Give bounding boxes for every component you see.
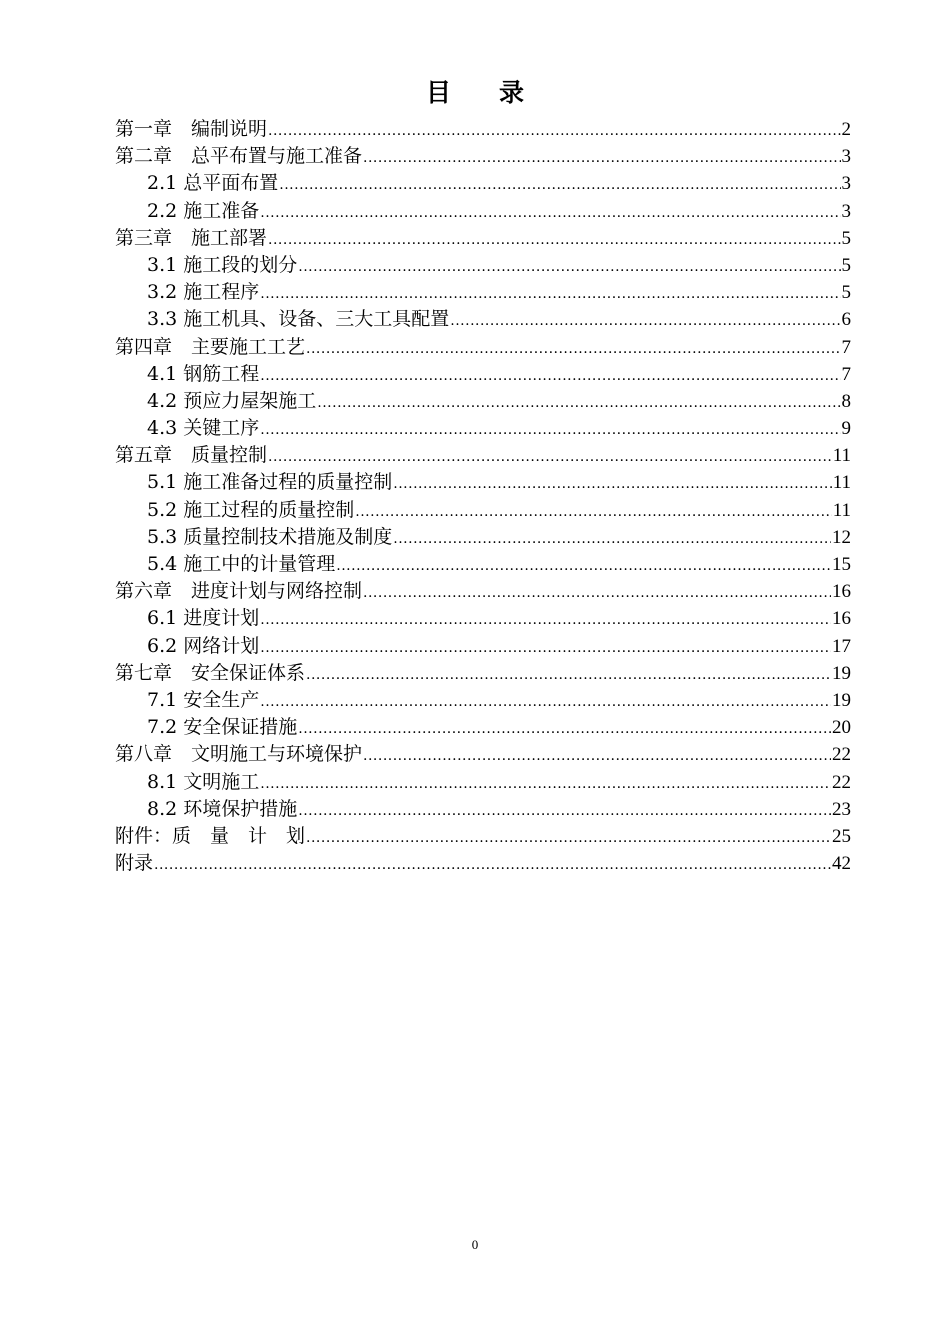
toc-entry-label: 5.2 施工过程的质量控制 xyxy=(147,498,355,521)
toc-entry-label: 5.1 施工准备过程的质量控制 xyxy=(147,471,393,494)
toc-entry[interactable] xyxy=(115,361,851,388)
toc-entry-page-number: 3 xyxy=(841,146,851,168)
toc-entry[interactable] xyxy=(115,116,851,143)
toc-entry[interactable] xyxy=(115,551,851,578)
toc-dot-leader xyxy=(268,444,832,471)
toc-entry[interactable] xyxy=(115,660,851,687)
toc-entry-page-number: 42 xyxy=(832,853,851,875)
toc-entry[interactable] xyxy=(115,388,851,415)
toc-entry-label: 2.1 总平面布置 xyxy=(147,172,279,195)
toc-entry[interactable] xyxy=(115,633,851,660)
toc-entry-page-number: 3 xyxy=(841,200,851,222)
toc-entry-page-number: 3 xyxy=(841,173,851,195)
toc-entry-page-number: 20 xyxy=(832,717,851,739)
toc-entry-label: 第四章 主要施工工艺 xyxy=(115,335,306,358)
toc-entry-label: 第六章 进度计划与网络控制 xyxy=(115,580,363,603)
toc-dot-leader xyxy=(336,553,831,580)
toc-entry-label: 2.2 施工准备 xyxy=(147,199,260,222)
toc-entry-label: 3.1 施工段的划分 xyxy=(147,253,298,276)
toc-entry[interactable] xyxy=(115,578,851,605)
toc-entry-page-number: 11 xyxy=(832,472,851,494)
toc-entry-label: 8.1 文明施工 xyxy=(147,770,260,793)
toc-dot-leader xyxy=(393,471,831,498)
toc-entry-label: 附件：质 量 计 划 xyxy=(115,824,306,847)
toc-entry[interactable] xyxy=(115,170,851,197)
toc-dot-leader xyxy=(260,417,840,444)
toc-entry-page-number: 16 xyxy=(832,581,851,603)
footer-page-number: 0 xyxy=(471,1237,479,1252)
toc-entry-page-number: 25 xyxy=(832,825,851,847)
toc-dot-leader xyxy=(260,771,831,798)
toc-entry-label: 8.2 环境保护措施 xyxy=(147,797,298,820)
toc-entry-page-number: 22 xyxy=(832,744,851,766)
toc-entry-page-number: 19 xyxy=(832,689,851,711)
page-title xyxy=(0,76,950,110)
toc-entry-page-number: 11 xyxy=(832,445,851,467)
toc-dot-leader xyxy=(355,499,831,526)
toc-entry[interactable] xyxy=(115,497,851,524)
toc-entry-page-number: 5 xyxy=(841,282,851,304)
toc-entry-label: 第八章 文明施工与环境保护 xyxy=(115,743,363,766)
toc-entry-label: 7.1 安全生产 xyxy=(147,688,260,711)
toc-entry-page-number: 23 xyxy=(832,798,851,820)
toc-entry[interactable] xyxy=(115,687,851,714)
toc-dot-leader xyxy=(154,852,831,879)
toc-entry[interactable] xyxy=(115,143,851,170)
toc-entry[interactable] xyxy=(115,252,851,279)
toc-entry-label: 3.3 施工机具、设备、三大工具配置 xyxy=(147,308,450,331)
toc-entry-label: 6.1 进度计划 xyxy=(147,607,260,630)
toc-entry[interactable] xyxy=(115,769,851,796)
toc-entry[interactable] xyxy=(115,415,851,442)
toc-entry-label: 第七章 安全保证体系 xyxy=(115,661,306,684)
toc-dot-leader xyxy=(363,145,840,172)
toc-entry-label: 第五章 质量控制 xyxy=(115,444,268,467)
toc-dot-leader xyxy=(298,254,840,281)
toc-dot-leader xyxy=(317,390,840,417)
toc-entry-label: 第一章 编制说明 xyxy=(115,118,268,140)
toc-entry[interactable] xyxy=(115,850,851,877)
toc-entry-label: 5.4 施工中的计量管理 xyxy=(147,553,336,575)
toc-entry[interactable] xyxy=(115,334,851,361)
toc-dot-leader xyxy=(260,281,840,308)
toc-entry-label: 附录 xyxy=(115,852,154,875)
toc-entry-label: 4.3 关键工序 xyxy=(147,417,260,440)
toc-entry-label: 4.1 钢筋工程 xyxy=(147,362,260,385)
toc-entry-page-number: 2 xyxy=(841,119,851,140)
toc-dot-leader xyxy=(298,716,831,743)
toc-entry-page-number: 8 xyxy=(841,390,851,412)
toc-dot-leader xyxy=(306,825,831,852)
toc-dot-leader xyxy=(260,200,840,227)
toc-entry-page-number: 6 xyxy=(841,309,851,331)
toc-dot-leader xyxy=(260,607,831,634)
toc-entry[interactable] xyxy=(115,225,851,252)
toc-entry[interactable] xyxy=(115,714,851,741)
toc-entry[interactable] xyxy=(115,605,851,632)
toc-entry[interactable] xyxy=(115,306,851,333)
toc-dot-leader xyxy=(306,662,831,689)
toc-entry-label: 第二章 总平布置与施工准备 xyxy=(115,145,363,168)
toc-entry-page-number: 5 xyxy=(841,227,851,249)
toc-dot-leader xyxy=(306,336,840,363)
toc-dot-leader xyxy=(260,689,831,716)
toc-entry-page-number: 11 xyxy=(832,499,851,521)
toc-entry[interactable] xyxy=(115,823,851,850)
toc-dot-leader xyxy=(363,580,831,607)
toc-entry-page-number: 7 xyxy=(841,363,851,385)
toc-entry[interactable] xyxy=(115,279,851,306)
toc-dot-leader xyxy=(450,308,840,335)
toc-entry[interactable] xyxy=(115,442,851,469)
toc-dot-leader xyxy=(363,743,831,770)
toc-entry-page-number: 15 xyxy=(832,554,851,575)
toc-entry-page-number: 19 xyxy=(832,662,851,684)
toc-entry[interactable] xyxy=(115,524,851,551)
title-char-2: 录 xyxy=(499,78,525,107)
toc-entry-label: 6.2 网络计划 xyxy=(147,634,260,657)
toc-entry[interactable] xyxy=(115,796,851,823)
toc-entry-page-number: 7 xyxy=(841,336,851,358)
toc-entry-page-number: 17 xyxy=(832,635,851,657)
toc-dot-leader xyxy=(260,363,840,390)
table-of-contents xyxy=(115,116,851,877)
toc-entry-label: 3.2 施工程序 xyxy=(147,281,260,304)
toc-entry[interactable] xyxy=(115,741,851,768)
toc-entry-page-number: 12 xyxy=(832,526,851,548)
toc-dot-leader xyxy=(260,635,831,662)
toc-entry-label: 4.2 预应力屋架施工 xyxy=(147,389,317,412)
toc-entry-page-number: 16 xyxy=(832,608,851,630)
title-char-1: 目 xyxy=(425,78,451,107)
toc-entry[interactable] xyxy=(115,469,851,496)
toc-entry-label: 7.2 安全保证措施 xyxy=(147,716,298,739)
toc-dot-leader xyxy=(279,172,840,199)
toc-dot-leader xyxy=(268,227,840,254)
toc-entry-label: 第三章 施工部署 xyxy=(115,226,268,249)
toc-dot-leader xyxy=(393,526,831,553)
toc-entry[interactable] xyxy=(115,198,851,225)
toc-entry-page-number: 22 xyxy=(832,771,851,793)
toc-entry-page-number: 9 xyxy=(841,418,851,440)
toc-entry-label: 5.3 质量控制技术措施及制度 xyxy=(147,525,393,548)
toc-dot-leader xyxy=(298,798,831,825)
toc-entry-page-number: 5 xyxy=(841,254,851,276)
toc-dot-leader xyxy=(268,118,840,145)
